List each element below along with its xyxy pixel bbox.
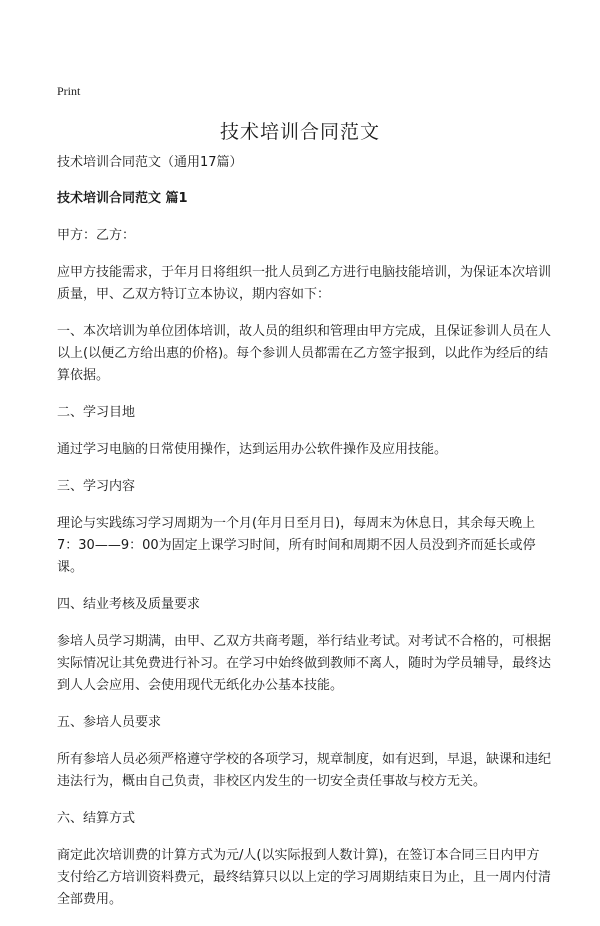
paragraph-parties: 甲方：乙方： bbox=[57, 228, 136, 243]
document-body bbox=[57, 152, 552, 926]
heading-clause-5: 五、参培人员要求 bbox=[57, 715, 162, 730]
print-label: Print bbox=[57, 84, 81, 98]
heading-clause-2: 二、学习目地 bbox=[57, 405, 136, 420]
paragraph-clause-3: 理论与实践练习学习周期为一个月(年月日至月日)，每周末为休息日，其余每天晚上7：30——9：00为固定上课学习时间，所有时间和周期不因人员没到齐而延长或停课。 bbox=[57, 516, 536, 575]
paragraph-intro: 应甲方技能需求，于年月日将组织一批人员到乙方进行电脑技能培训，为保证本次培训质量，甲、乙双方特订立本协议，期内容如下： bbox=[57, 265, 552, 302]
section-heading: 技术培训合同范文 篇1 bbox=[57, 191, 188, 206]
heading-clause-3: 三、学习内容 bbox=[57, 479, 136, 494]
document-subtitle: 技术培训合同范文（通用17篇） bbox=[57, 155, 243, 170]
document-title: 技术培训合同范文 bbox=[219, 121, 380, 143]
paragraph-clause-6: 商定此次培训费的计算方式为元/人(以实际报到人数计算)，在签订本合同三日内甲方支付给乙方培训资料费元，最终结算只以以上定的学习周期结束日为止，且一周内付清全部费用。 bbox=[57, 848, 552, 907]
paragraph-clause-4: 参培人员学习期满，由甲、乙双方共商考题，举行结业考试。对考试不合格的，可根据实际情况让其免费进行补习。在学习中始终做到教师不离人，随时为学员辅导，最终达到人人会应用、会使用现代无纸化办公基本技能。 bbox=[57, 634, 552, 693]
paragraph-clause-5: 所有参培人员必须严格遵守学校的各项学习，规章制度，如有迟到，早退，缺课和违纪违法行为，概由自己负责，非校区内发生的一切安全责任事故与校方无关。 bbox=[57, 752, 552, 789]
paragraph-clause-1: 一、本次培训为单位团体培训，故人员的组织和管理由甲方完成，且保证参训人员在人以上(以便乙方给出惠的价格)。每个参训人员都需在乙方签字报到，以此作为经后的结算依据。 bbox=[57, 324, 552, 383]
heading-clause-6: 六、结算方式 bbox=[57, 811, 136, 826]
paragraph-clause-2: 通过学习电脑的日常使用操作，达到运用办公软件操作及应用技能。 bbox=[57, 442, 448, 457]
heading-clause-4: 四、结业考核及质量要求 bbox=[57, 597, 201, 612]
